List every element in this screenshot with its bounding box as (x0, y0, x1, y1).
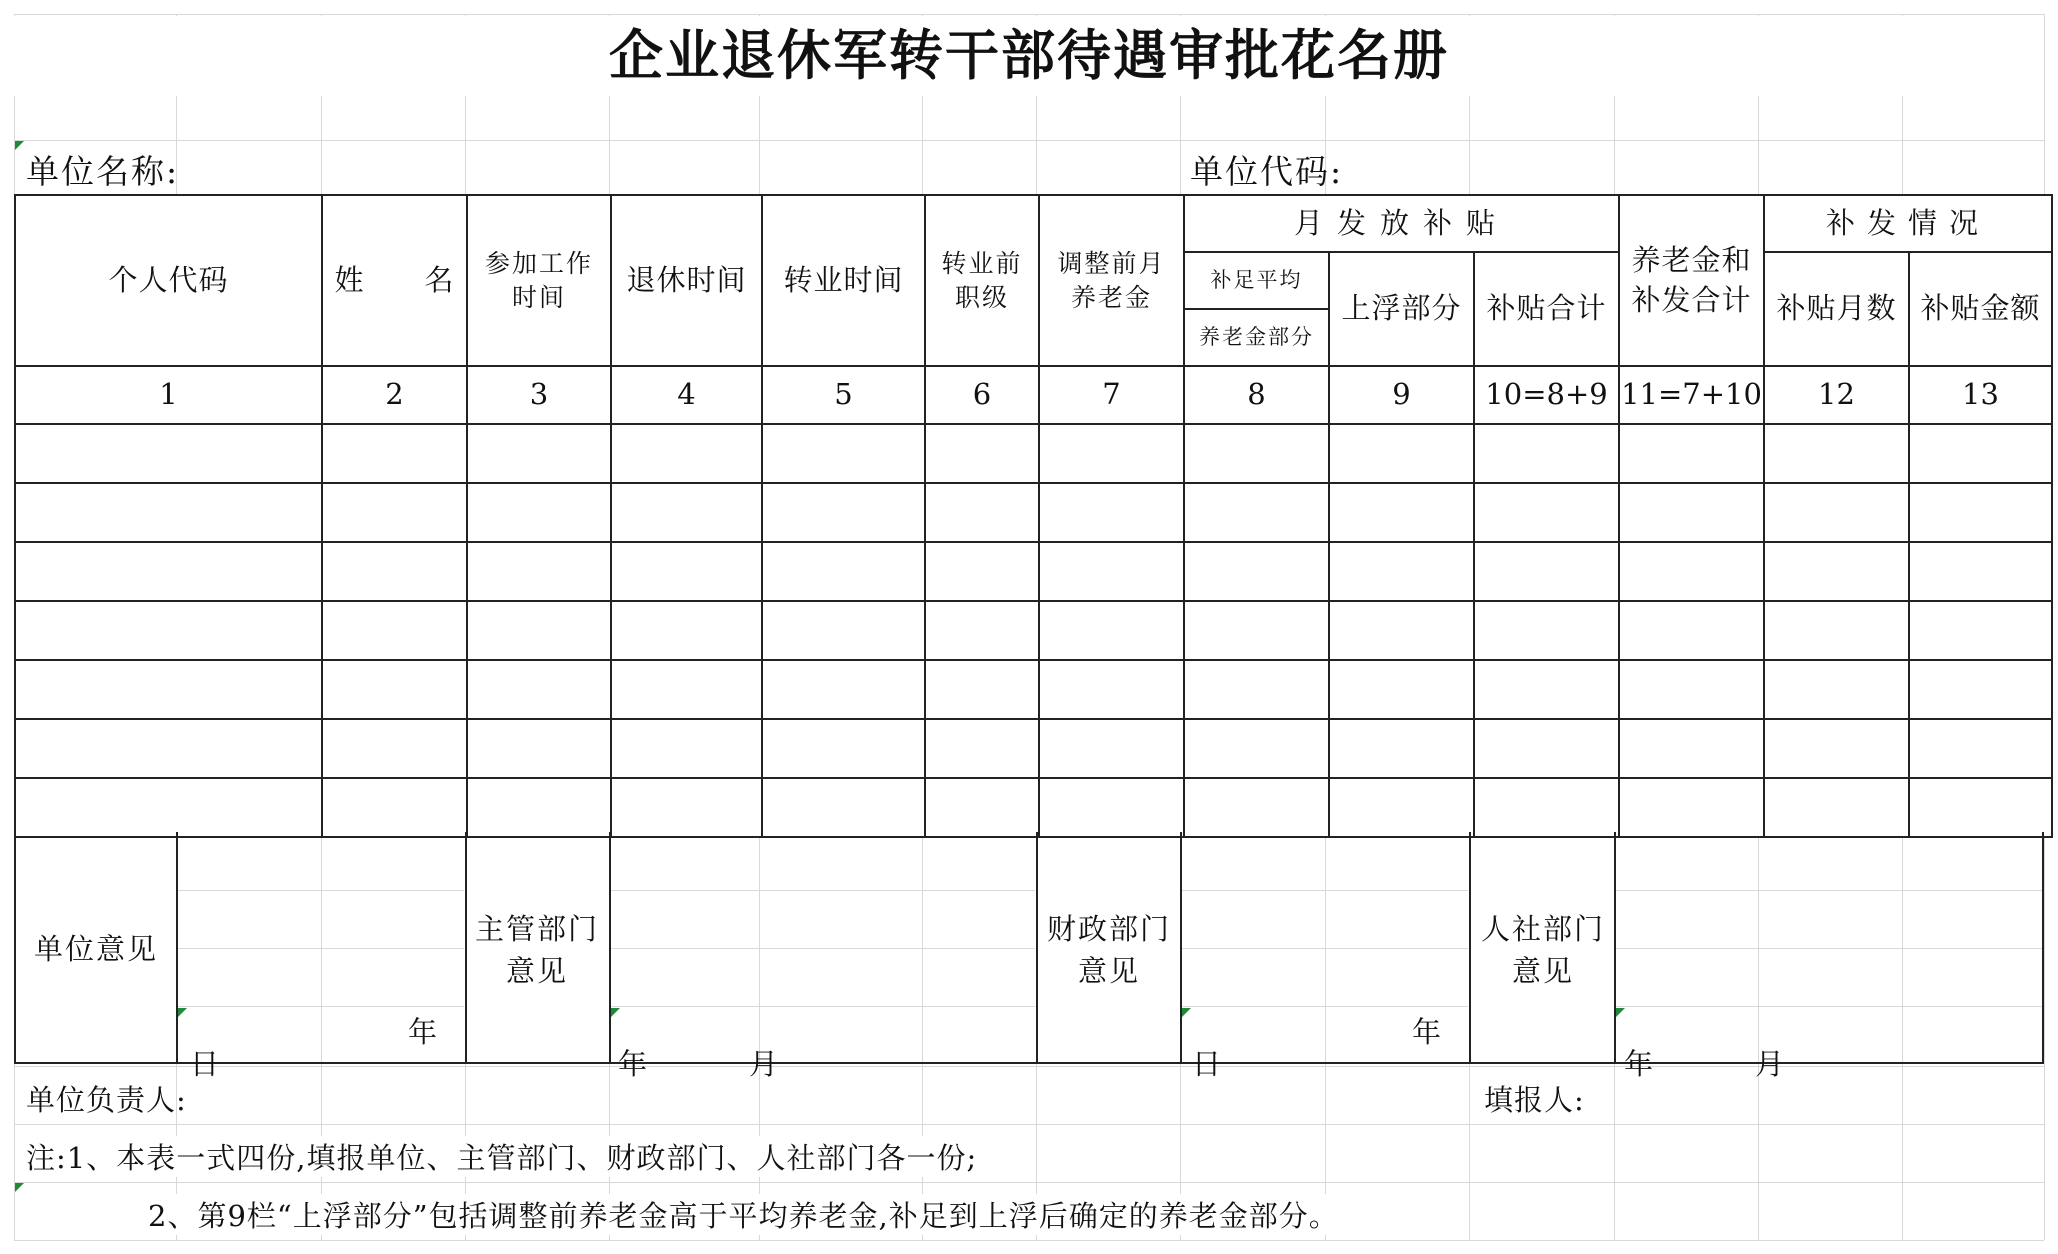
table-cell[interactable] (1909, 483, 2052, 542)
table-cell[interactable] (1039, 483, 1184, 542)
table-cell[interactable] (15, 778, 322, 837)
roster-table (14, 194, 2053, 838)
header-transfer-time: 转业时间 (762, 195, 925, 366)
table-cell[interactable] (611, 778, 762, 837)
supervisor-date-labels: 年 月 (618, 1047, 781, 1081)
cell-comment-marker (1182, 1008, 1191, 1017)
header-monthly-subsidy: 月发放补贴 (1184, 195, 1619, 252)
table-cell[interactable] (467, 778, 611, 837)
hr-social-opinion-label: 人社部门意见 (1480, 912, 1605, 988)
table-cell[interactable] (322, 601, 467, 660)
filler-label: 填报人: (1484, 1083, 1585, 1117)
column-number: 4 (611, 366, 762, 424)
table-cell[interactable] (15, 424, 322, 483)
unit-day-label: 日 (190, 1047, 222, 1081)
table-cell[interactable] (1764, 483, 1909, 542)
table-cell[interactable] (1764, 719, 1909, 778)
table-cell[interactable] (1474, 601, 1619, 660)
header-top-up-avg: 补足平均 (1184, 252, 1329, 309)
unit-code-label: 单位代码: (1190, 152, 1344, 191)
table-cell[interactable] (1184, 601, 1329, 660)
table-cell[interactable] (1909, 424, 2052, 483)
note-line-2: 2、第9栏“上浮部分”包括调整前养老金高于平均养老金,补足到上浮后确定的养老金部分。 (148, 1194, 1339, 1235)
header-subsidy-total: 补贴合计 (1474, 252, 1619, 366)
table-cell[interactable] (467, 719, 611, 778)
table-cell[interactable] (1184, 542, 1329, 601)
table-cell[interactable] (15, 483, 322, 542)
table-cell[interactable] (1329, 660, 1474, 719)
table-cell[interactable] (1329, 542, 1474, 601)
cell-comment-marker (611, 1008, 620, 1017)
header-pension-sum: 养老金和补发合计 (1619, 195, 1764, 366)
cell-comment-marker (178, 1008, 187, 1017)
unit-name-label: 单位名称: (26, 152, 180, 191)
column-number: 10=8+9 (1474, 366, 1619, 424)
table-cell[interactable] (322, 483, 467, 542)
cell-comment-marker (15, 1183, 24, 1192)
table-cell[interactable] (611, 601, 762, 660)
header-months: 补贴月数 (1764, 252, 1909, 366)
header-pre-rank: 转业前职级 (925, 195, 1039, 366)
table-cell[interactable] (925, 601, 1039, 660)
table-row (15, 601, 2052, 660)
table-cell[interactable] (1619, 542, 1764, 601)
table-cell[interactable] (611, 542, 762, 601)
header-pension-part: 养老金部分 (1184, 309, 1329, 366)
table-cell[interactable] (925, 660, 1039, 719)
header-pre-pension: 调整前月养老金 (1039, 195, 1184, 366)
finance-opinion-label: 财政部门意见 (1046, 912, 1171, 988)
table-cell[interactable] (15, 542, 322, 601)
finance-year-label: 年 (1412, 1015, 1442, 1049)
table-cell[interactable] (611, 660, 762, 719)
table-cell[interactable] (1329, 424, 1474, 483)
header-amount: 补贴金额 (1909, 252, 2052, 366)
table-cell[interactable] (1184, 483, 1329, 542)
table-row (15, 719, 2052, 778)
table-cell[interactable] (1909, 778, 2052, 837)
table-cell[interactable] (762, 483, 925, 542)
table-cell[interactable] (1039, 660, 1184, 719)
table-cell[interactable] (322, 424, 467, 483)
table-cell[interactable] (1329, 778, 1474, 837)
table-cell[interactable] (1184, 424, 1329, 483)
table-cell[interactable] (1474, 660, 1619, 719)
table-cell[interactable] (611, 424, 762, 483)
table-cell[interactable] (762, 719, 925, 778)
cell-comment-marker (15, 141, 24, 150)
table-cell[interactable] (1619, 601, 1764, 660)
header-work-start: 参加工作时间 (467, 195, 611, 366)
unit-head-label: 单位负责人: (26, 1083, 187, 1117)
table-row (15, 778, 2052, 837)
data-rows (15, 424, 2052, 837)
table-cell[interactable] (1909, 542, 2052, 601)
table-cell[interactable] (925, 483, 1039, 542)
column-number: 13 (1909, 366, 2052, 424)
column-number: 5 (762, 366, 925, 424)
table-cell[interactable] (1474, 483, 1619, 542)
table-cell[interactable] (762, 660, 925, 719)
table-cell[interactable] (1039, 601, 1184, 660)
table-cell[interactable] (467, 542, 611, 601)
table-cell[interactable] (1619, 660, 1764, 719)
table-cell[interactable] (1039, 778, 1184, 837)
page-title: 企业退休军转干部待遇审批花名册 (14, 16, 2044, 96)
table-cell[interactable] (1909, 601, 2052, 660)
table-cell[interactable] (467, 424, 611, 483)
table-cell[interactable] (1909, 660, 2052, 719)
table-cell[interactable] (15, 601, 322, 660)
column-number: 12 (1764, 366, 1909, 424)
table-cell[interactable] (1764, 424, 1909, 483)
table-cell[interactable] (925, 424, 1039, 483)
table-cell[interactable] (1619, 424, 1764, 483)
table-cell[interactable] (15, 660, 322, 719)
table-row (15, 660, 2052, 719)
table-cell[interactable] (1329, 601, 1474, 660)
column-number: 7 (1039, 366, 1184, 424)
header-back-pay: 补发情况 (1764, 195, 2052, 252)
table-cell[interactable] (1619, 483, 1764, 542)
table-cell[interactable] (1184, 778, 1329, 837)
column-number: 6 (925, 366, 1039, 424)
table-cell[interactable] (322, 719, 467, 778)
table-cell[interactable] (611, 719, 762, 778)
table-cell[interactable] (1474, 719, 1619, 778)
table-cell[interactable] (467, 660, 611, 719)
column-number: 2 (322, 366, 467, 424)
table-row (15, 483, 2052, 542)
table-cell[interactable] (762, 542, 925, 601)
table-cell[interactable] (925, 719, 1039, 778)
header-float-part: 上浮部分 (1329, 252, 1474, 366)
table-cell[interactable] (15, 719, 322, 778)
hr-social-date-labels: 年 月 (1624, 1047, 1787, 1081)
table-cell[interactable] (1039, 719, 1184, 778)
unit-year-label: 年 (408, 1015, 438, 1049)
table-cell[interactable] (1039, 424, 1184, 483)
table-cell[interactable] (1474, 778, 1619, 837)
table-cell[interactable] (1329, 483, 1474, 542)
unit-opinion-label: 单位意见 (33, 932, 158, 966)
column-number: 8 (1184, 366, 1329, 424)
finance-day-label: 日 (1192, 1047, 1224, 1081)
table-cell[interactable] (925, 778, 1039, 837)
table-cell[interactable] (1909, 719, 2052, 778)
column-number: 1 (15, 366, 322, 424)
table-cell[interactable] (1184, 660, 1329, 719)
table-cell[interactable] (1474, 424, 1619, 483)
header-name: 姓 名 (322, 195, 467, 366)
table-cell[interactable] (762, 778, 925, 837)
note-line-1: 注:1、本表一式四份,填报单位、主管部门、财政部门、人社部门各一份; (26, 1136, 977, 1177)
table-cell[interactable] (762, 601, 925, 660)
header-retire-time: 退休时间 (611, 195, 762, 366)
table-cell[interactable] (322, 660, 467, 719)
table-cell[interactable] (1184, 719, 1329, 778)
table-cell[interactable] (1619, 778, 1764, 837)
table-cell[interactable] (1764, 542, 1909, 601)
column-number: 9 (1329, 366, 1474, 424)
table-cell[interactable] (611, 483, 762, 542)
header-personal-code: 个人代码 (15, 195, 322, 366)
column-number: 3 (467, 366, 611, 424)
table-cell[interactable] (1764, 601, 1909, 660)
table-cell[interactable] (1039, 542, 1184, 601)
table-row (15, 424, 2052, 483)
table-cell[interactable] (1474, 542, 1619, 601)
table-cell[interactable] (1764, 778, 1909, 837)
table-cell[interactable] (762, 424, 925, 483)
table-cell[interactable] (467, 601, 611, 660)
table-cell[interactable] (467, 483, 611, 542)
table-cell[interactable] (322, 778, 467, 837)
table-cell[interactable] (925, 542, 1039, 601)
table-cell[interactable] (1619, 719, 1764, 778)
table-row (15, 542, 2052, 601)
table-cell[interactable] (322, 542, 467, 601)
column-number: 11=7+10 (1619, 366, 1764, 424)
supervisor-opinion-label: 主管部门意见 (474, 912, 599, 988)
cell-comment-marker (1616, 1008, 1625, 1017)
table-cell[interactable] (1329, 719, 1474, 778)
table-cell[interactable] (1764, 660, 1909, 719)
